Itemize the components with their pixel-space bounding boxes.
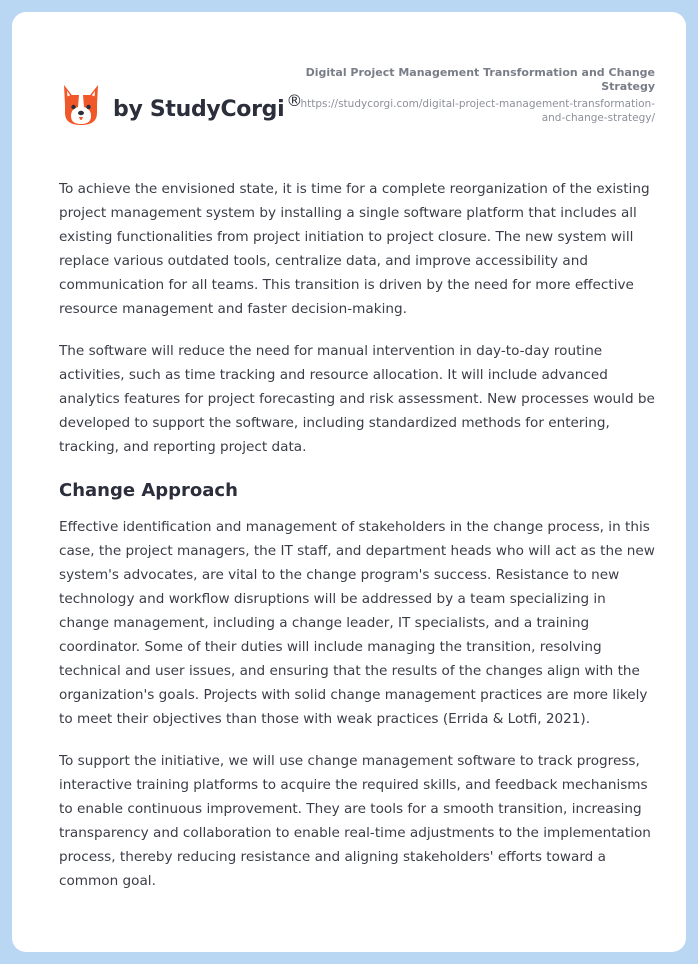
document-body <box>59 177 657 911</box>
document-url[interactable]: https://studycorgi.com/digital-project-management-transformation-and-change-strategy/ <box>300 98 655 124</box>
section-heading: Change Approach <box>59 480 238 501</box>
paragraph: To achieve the envisioned state, it is time for a complete reorganization of the existing project management system by installing a single software platform that includes all existing functionalities from project initiation to project closure. The new system will replace various outdated tools, centralize data, and improve accessibility and communication for all teams. This transition is driven by the need for more effective resource management and faster decision-making. <box>59 181 650 317</box>
paragraph: To support the initiative, we will use change management software to track progress, interactive training platforms to acquire the required skills, and feedback mechanisms to enable continuous improvement. They are tools for a smooth transition, increasing transparency and collaboration to enable real-time adjustments to the implementation process, thereby reducing resistance and aligning stakeholders' efforts toward a common goal. <box>59 753 651 889</box>
document-meta <box>295 66 655 125</box>
document-page <box>12 12 686 952</box>
paragraph: Effective identification and management of stakeholders in the change process, in this case, the project managers, the IT staff, and department heads who will act as the new system's advocates, are vital to the change program's success. Resistance to new technology and workflow disruptions will be addressed by a team specializing in change management, including a change leader, IT specialists, and a training coordinator. Some of their duties will include managing the transition, resolving technical and user issues, and ensuring that the results of the changes align with the organization's goals. Projects with solid change management practices are more likely to meet their objectives than those with weak practices (Errida & Lotfi, 2021). <box>59 519 655 727</box>
corgi-head-icon <box>61 83 101 129</box>
registered-mark: ® <box>286 90 303 110</box>
paragraph: The software will reduce the need for manual intervention in day-to-day routine activities, such as time tracking and resource allocation. It will include advanced analytics features for project forecasting and risk assessment. New processes would be developed to support the software, including standardized methods for entering, tracking, and reporting project data. <box>59 343 655 455</box>
document-title: Digital Project Management Transformation and Change Strategy <box>305 66 655 93</box>
studycorgi-logo[interactable] <box>61 76 303 136</box>
brand-name: by StudyCorgi ® <box>113 90 303 122</box>
